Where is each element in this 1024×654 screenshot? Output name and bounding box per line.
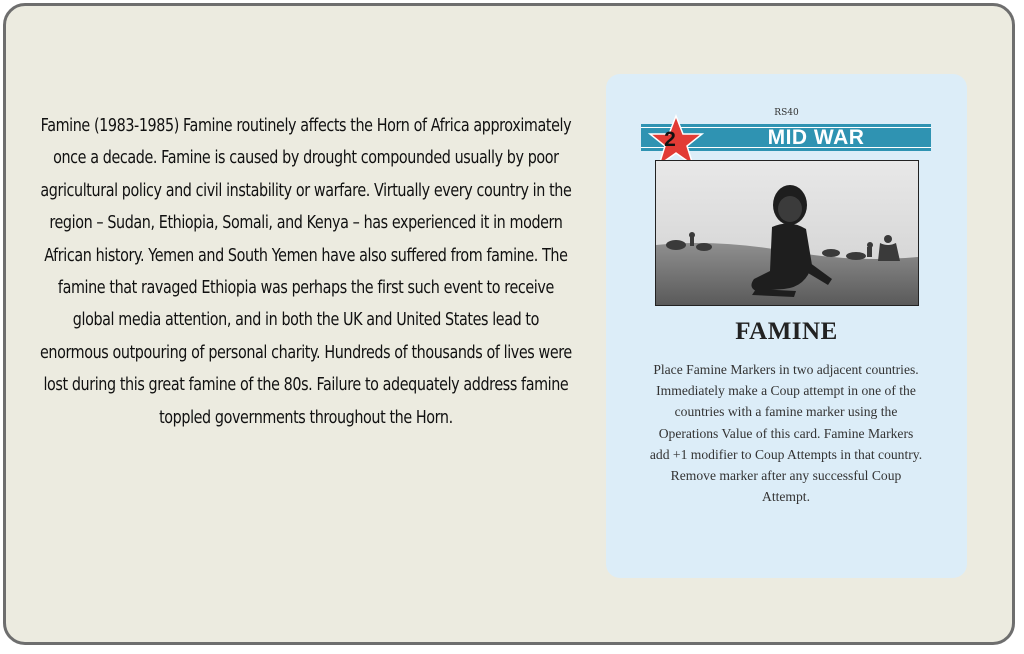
period-label: MID WAR (767, 126, 865, 149)
card-title: FAMINE (735, 318, 838, 345)
history-text: Famine (1983-1985) Famine routinely affects the Horn of Africa approximately once a decade. Famine is caused by drought compounded usually by poor agricultural policy and civil instability or warfare. Virtually every country in the region – Sudan, Ethiopia, Somali, and Kenya – has experienced it in modern African history. Yemen and South Yemen have also suffered from famine. The famine that ravaged Ethiopia was perhaps the first such event to receive global media attention, and in both the UK and United States lead to enormous outpouring of personal charity. Hundreds of thousands of lives were lost during this great famine of the 80s. Failure to adequately address famine toppled governments throughout the Horn. (39, 116, 572, 428)
ops-value: 2 (664, 128, 676, 151)
history-text-block (39, 110, 572, 434)
famine-child-photo (655, 160, 919, 306)
card-code: RS40 (774, 108, 799, 118)
event-card[interactable] (606, 74, 967, 578)
photo-illustration (656, 161, 918, 305)
card-text: Place Famine Markers in two adjacent countries. Immediately make a Coup attempt in one of the countries with a famine marker using the Operations Value of this card. Famine Markers add +1 modifier to Coup Attempts in that country. Remove marker after any successful Coup Attempt. (649, 362, 923, 505)
